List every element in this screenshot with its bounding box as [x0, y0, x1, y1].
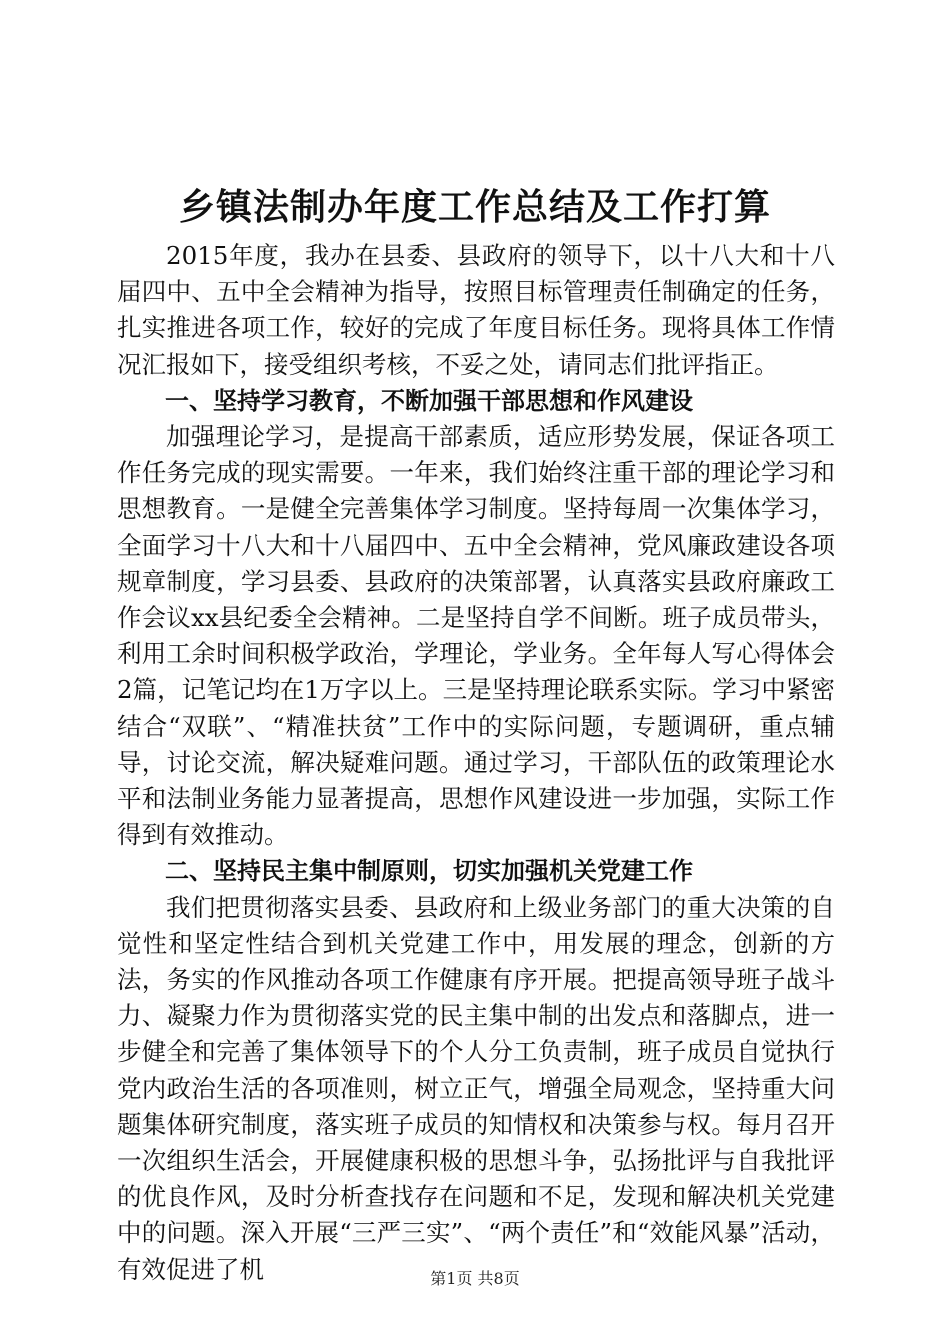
section-heading-2: 二、坚持民主集中制原则，切实加强机关党建工作 [165, 857, 693, 886]
section-2-paragraph: 我们把贯彻落实县委、县政府和上级业务部门的重大决策的自觉性和坚定性结合到机关党建工作中，用发展的理念，创新的方法，务实的作风推动各项工作健康有序开展。把提高领导班子战斗力、凝聚力作为贯彻落实党的民主集中制的出发点和落脚点，进一步健全和完善了集体领导下的个人分工负责制，班子成员自觉执行党内政治生活的各项准则，树立正气，增强全局观念，坚持重大问题集体研究制度，落实班子成员的知情权和决策参与权。每月召开一次组织生活会，开展健康积极的思想斗争，弘扬批评与自我批评的优良作风，及时分析查找存在问题和不足，发现和解决机关党建中的问题。深入开展“三严三实”、“两个责任”和“效能风暴”活动，有效促进了机 [117, 892, 835, 1284]
intro-paragraph: 2015年度，我办在县委、县政府的领导下，以十八大和十八届四中、五中全会精神为指导，按照目标管理责任制确定的任务，扎实推进各项工作，较好的完成了年度目标任务。现将具体工作情况汇报如下，接受组织考核，不妥之处，请同志们批评指正。 [117, 241, 835, 379]
document-title: 乡镇法制办年度工作总结及工作打算 [178, 187, 771, 228]
document-body [117, 238, 835, 1288]
section-1-paragraph: 加强理论学习，是提高干部素质，适应形势发展，保证各项工作任务完成的现实需要。一年来，我们始终注重干部的理论学习和思想教育。一是健全完善集体学习制度。坚持每周一次集体学习，全面学习十八大和十八届四中、五中全会精神，党风廉政建设各项规章制度，学习县委、县政府的决策部署，认真落实县政府廉政工作会议xx县纪委全会精神。二是坚持自学不间断。班子成员带头，利用工余时间积极学政治，学理论，学业务。全年每人写心得体会2篇，记笔记均在1万字以上。三是坚持理论联系实际。学习中紧密结合“双联”、“精准扶贫”工作中的实际问题，专题调研，重点辅导，讨论交流，解决疑难问题。通过学习，干部队伍的政策理论水平和法制业务能力显著提高，思想作风建设进一步加强，实际工作得到有效推动。 [117, 422, 835, 850]
page-footer [0, 1268, 950, 1290]
section-heading-1: 一、坚持学习教育，不断加强干部思想和作风建设 [165, 386, 693, 415]
page-number-label: 第1页 共8页 [430, 1269, 520, 1288]
